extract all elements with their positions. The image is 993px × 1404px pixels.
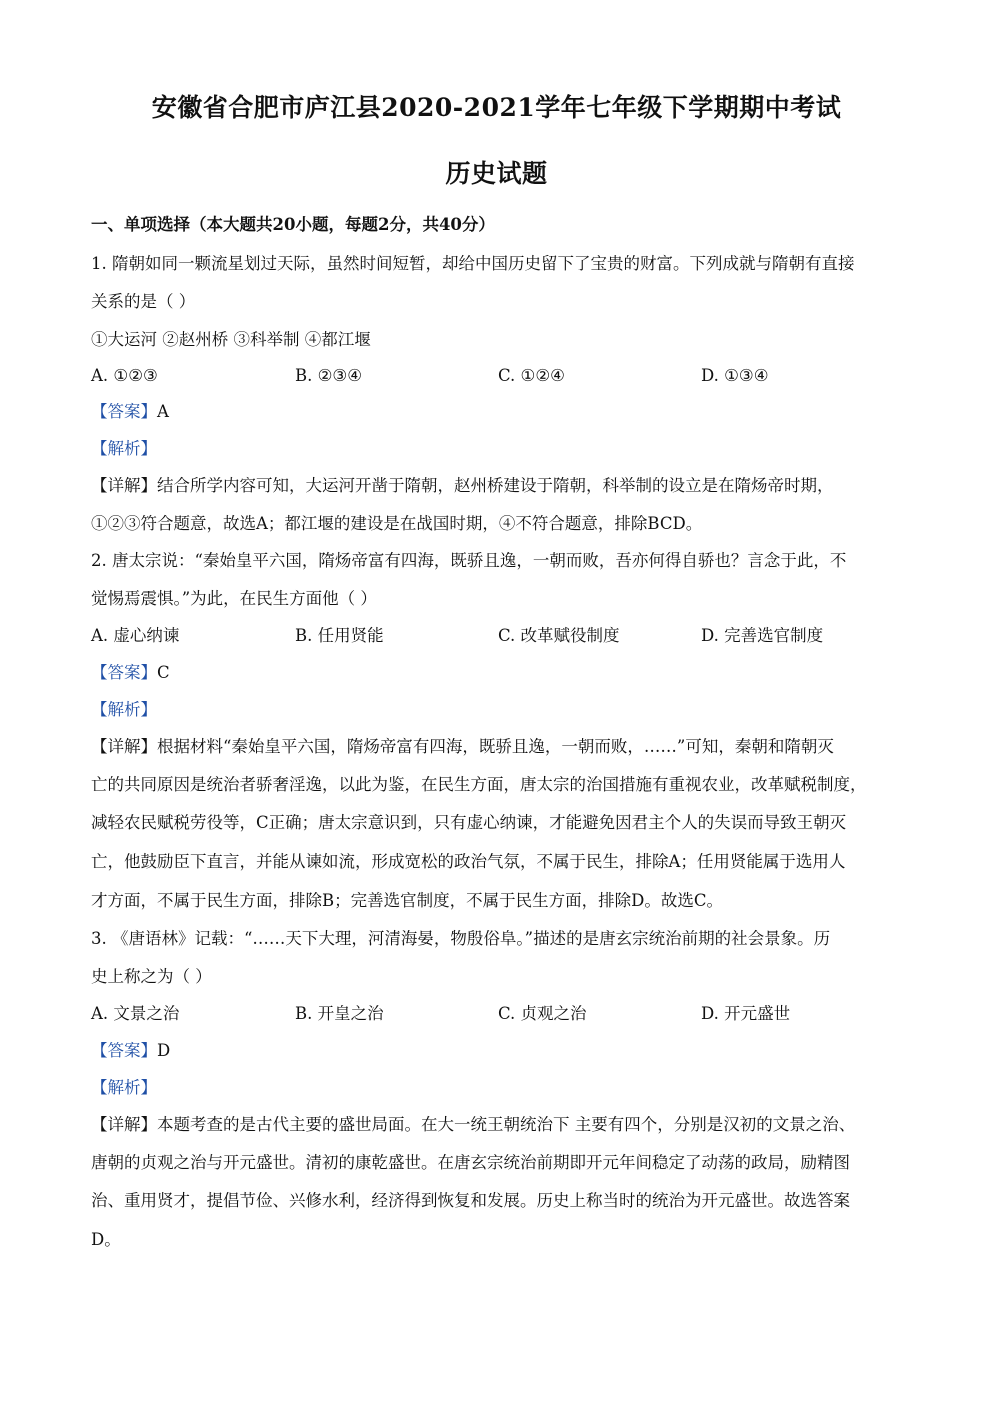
q3-analysis-label: 【解析】 (91, 1078, 157, 1097)
detail-label: 【详解】 (91, 476, 157, 495)
q1-detail-line-1 (91, 474, 921, 498)
q3-stem-line-2: 史上称之为（ ） (91, 967, 212, 986)
section-heading: 一、单项选择（本大题共20小题，每题2分，共40分） (91, 215, 495, 234)
detail-label: 【详解】 (91, 1115, 157, 1134)
q3-stem-line-1: 3. 《唐语林》记载：“……天下大理，河清海晏，物殷俗阜。”描述的是唐玄宗统治前期的社会景象。历 (91, 929, 831, 948)
q2-stem-line-1: 2. 唐太宗说：“秦始皇平六国，隋炀帝富有四海，既骄且逸，一朝而败，吾亦何得自骄也？言念于此，不 (91, 551, 847, 570)
q2-option-a: A. 虚心纳谏 (91, 626, 180, 645)
q2-detail-line-5: 才方面，不属于民生方面，排除B；完善选官制度，不属于民生方面，排除D。故选C。 (91, 891, 723, 910)
q3-option-d: D. 开元盛世 (701, 1004, 791, 1023)
q1-option-a: A. ①②③ (91, 366, 158, 385)
q1-option-d: D. ①③④ (701, 366, 769, 385)
exam-title: 安徽省合肥市庐江县2020-2021学年七年级下学期期中考试 (151, 93, 842, 122)
q3-detail-line-2: 唐朝的贞观之治与开元盛世。清初的康乾盛世。在唐玄宗统治前期即开元年间稳定了动荡的政局，励精图 (91, 1153, 850, 1172)
q2-stem-line-2: 觉惕焉震惧。”为此，在民生方面他（ ） (91, 589, 377, 608)
q1-stem-line-1: 1. 隋朝如同一颗流星划过天际，虽然时间短暂，却给中国历史留下了宝贵的财富。下列成就与隋朝有直接 (91, 254, 855, 273)
q1-detail-line-2: ①②③符合题意，故选A；都江堰的建设是在战国时期，④不符合题意，排除BCD。 (91, 514, 703, 533)
q2-detail-line-1 (91, 735, 921, 759)
q1-option-b: B. ②③④ (295, 366, 362, 385)
q3-answer (91, 1039, 921, 1063)
q3-detail-line-1 (91, 1113, 921, 1137)
q2-analysis-label: 【解析】 (91, 700, 157, 719)
q1-stem-line-2: 关系的是（ ） (91, 292, 196, 311)
q2-option-d: D. 完善选官制度 (701, 626, 824, 645)
q3-answer-value: D (157, 1041, 171, 1060)
q1-option-c: C. ①②④ (498, 366, 565, 385)
q1-answer-value: A (157, 402, 169, 421)
q1-detail-text-1: 结合所学内容可知，大运河开凿于隋朝，赵州桥建设于隋朝，科举制的设立是在隋炀帝时期， (157, 476, 834, 495)
q2-answer (91, 661, 921, 685)
exam-subtitle: 历史试题 (445, 159, 548, 188)
q1-items: ①大运河 ②赵州桥 ③科举制 ④都江堰 (91, 330, 371, 349)
answer-label: 【答案】 (91, 663, 157, 682)
q3-detail-line-4: D。 (91, 1230, 121, 1249)
q3-option-c: C. 贞观之治 (498, 1004, 587, 1023)
q2-option-c: C. 改革赋役制度 (498, 626, 620, 645)
q3-detail-text-1: 本题考查的是古代主要的盛世局面。在大一统王朝统治下 主要有四个，分别是汉初的文景之治、 (157, 1115, 856, 1134)
q2-answer-value: C (157, 663, 170, 682)
q3-option-a: A. 文景之治 (91, 1004, 180, 1023)
q3-option-b: B. 开皇之治 (295, 1004, 384, 1023)
detail-label: 【详解】 (91, 737, 157, 756)
q2-detail-line-2: 亡的共同原因是统治者骄奢淫逸，以此为鉴，在民生方面，唐太宗的治国措施有重视农业，改革赋税制度， (91, 775, 867, 794)
q2-detail-text-1: 根据材料“秦始皇平六国，隋炀帝富有四海，既骄且逸，一朝而败，……”可知，秦朝和隋朝灭 (157, 737, 834, 756)
answer-label: 【答案】 (91, 402, 157, 421)
q2-detail-line-4: 亡，他鼓励臣下直言，并能从谏如流，形成宽松的政治气氛，不属于民生，排除A；任用贤能属于选用人 (91, 852, 846, 871)
q1-analysis-label: 【解析】 (91, 439, 157, 458)
q2-detail-line-3: 减轻农民赋税劳役等，C正确；唐太宗意识到，只有虚心纳谏，才能避免因君主个人的失误而导致王朝灭 (91, 813, 847, 832)
q2-option-b: B. 任用贤能 (295, 626, 384, 645)
q1-answer (91, 400, 921, 424)
answer-label: 【答案】 (91, 1041, 157, 1060)
q3-detail-line-3: 治、重用贤才，提倡节俭、兴修水利，经济得到恢复和发展。历史上称当时的统治为开元盛世。故选答案 (91, 1191, 850, 1210)
